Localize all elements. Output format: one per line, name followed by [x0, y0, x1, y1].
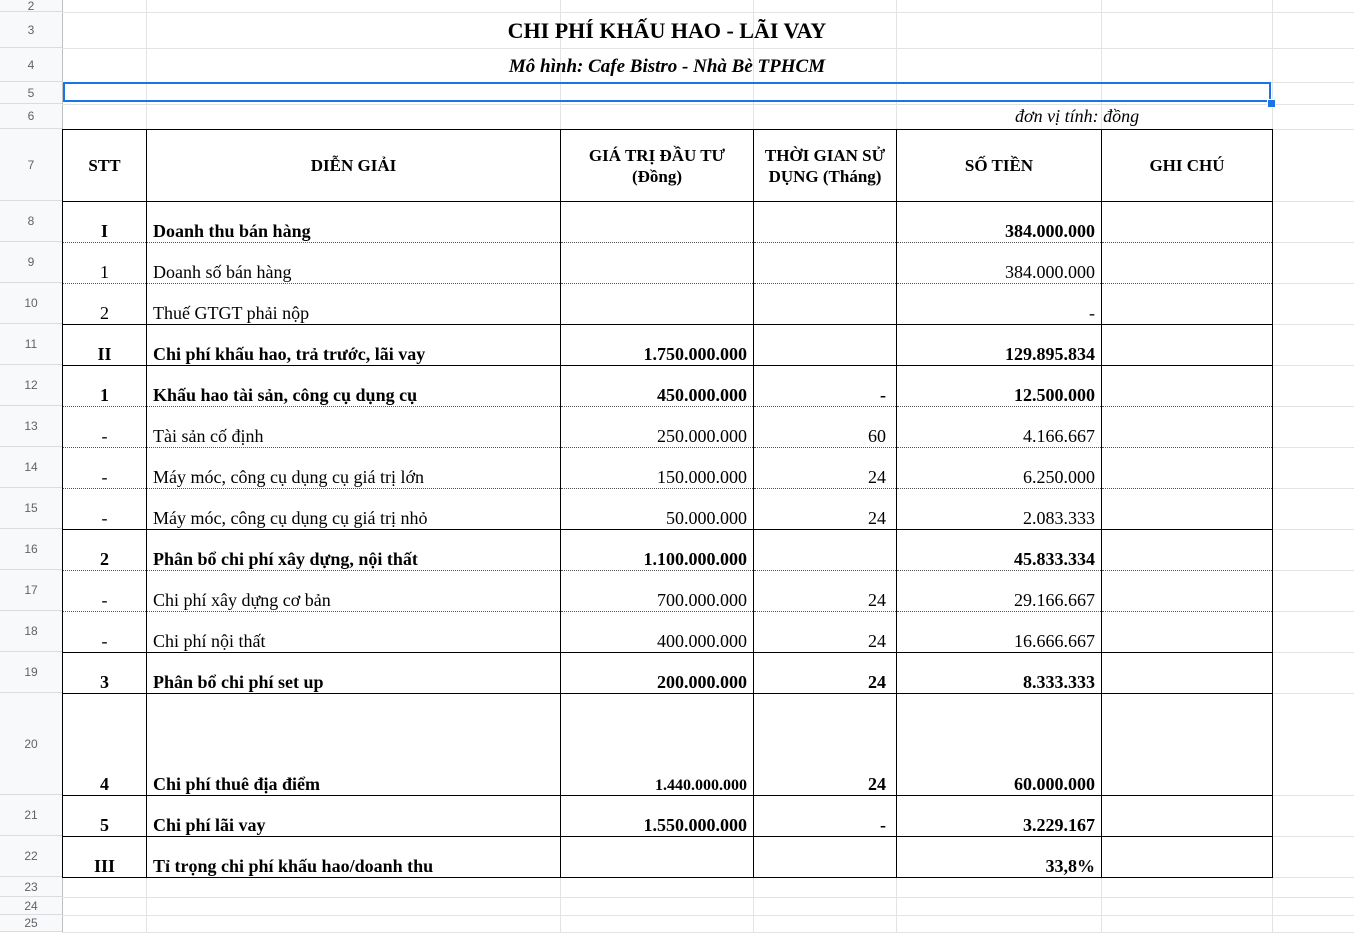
cell-stt[interactable]: - [63, 407, 147, 448]
cell-gia-tri[interactable]: 1.750.000.000 [561, 325, 754, 366]
table-row [63, 694, 1273, 796]
cell-thoi-gian[interactable]: - [754, 796, 897, 837]
cell-ghi-chu[interactable] [1102, 202, 1273, 243]
row-header[interactable]: 24 [0, 897, 62, 915]
cell-stt[interactable]: I [63, 202, 147, 243]
row-header[interactable]: 15 [0, 488, 62, 529]
gridline [62, 48, 1354, 49]
cell-ghi-chu[interactable] [1102, 653, 1273, 694]
cell-dien-giai[interactable]: Máy móc, công cụ dụng cụ giá trị nhỏ [147, 489, 561, 530]
cell-stt[interactable]: - [63, 489, 147, 530]
table-row [63, 612, 1273, 653]
cell-dien-giai[interactable]: Doanh thu bán hàng [147, 202, 561, 243]
cell-ghi-chu[interactable] [1102, 448, 1273, 489]
sheet-subtitle: Mô hình: Cafe Bistro - Nhà Bè TPHCM [508, 56, 826, 77]
cell-ghi-chu[interactable] [1102, 612, 1273, 653]
cell-dien-giai[interactable]: Chi phí xây dựng cơ bản [147, 571, 561, 612]
cell-so-tien[interactable]: 384.000.000 [897, 202, 1102, 243]
cell-gia-tri[interactable] [561, 837, 754, 878]
cell-gia-tri[interactable]: 400.000.000 [561, 612, 754, 653]
cell-thoi-gian[interactable] [754, 284, 897, 325]
cell-dien-giai[interactable]: Chi phí thuê địa điểm [147, 694, 561, 796]
cell-so-tien[interactable]: 16.666.667 [897, 612, 1102, 653]
cell-gia-tri[interactable]: 1.100.000.000 [561, 530, 754, 571]
cell-stt[interactable]: - [63, 571, 147, 612]
cell-ghi-chu[interactable] [1102, 407, 1273, 448]
cell-dien-giai[interactable]: Khấu hao tài sản, công cụ dụng cụ [147, 366, 561, 407]
cell-so-tien[interactable]: 3.229.167 [897, 796, 1102, 837]
cell-ghi-chu[interactable] [1102, 796, 1273, 837]
cell-so-tien[interactable]: 33,8% [897, 837, 1102, 878]
cell-gia-tri[interactable]: 450.000.000 [561, 366, 754, 407]
cell-dien-giai[interactable]: Máy móc, công cụ dụng cụ giá trị lớn [147, 448, 561, 489]
table-header-row [63, 130, 1273, 202]
header-gia-tri-dau-tu[interactable]: GIÁ TRỊ ĐẦU TƯ (Đồng) [561, 130, 754, 202]
row-header[interactable]: 18 [0, 611, 62, 652]
cell-so-tien[interactable]: 29.166.667 [897, 571, 1102, 612]
table-row [63, 796, 1273, 837]
cell-thoi-gian[interactable] [754, 325, 897, 366]
cell-dien-giai[interactable]: Tỉ trọng chi phí khấu hao/doanh thu [147, 837, 561, 878]
header-thoi-gian-su-dung[interactable]: THỜI GIAN SỬ DỤNG (Tháng) [754, 130, 897, 202]
table-row [63, 407, 1273, 448]
cell-thoi-gian[interactable]: 24 [754, 571, 897, 612]
table-row [63, 448, 1273, 489]
cell-so-tien[interactable]: 129.895.834 [897, 325, 1102, 366]
cell-so-tien[interactable]: 4.166.667 [897, 407, 1102, 448]
cell-stt[interactable]: II [63, 325, 147, 366]
row-header[interactable]: 5 [0, 82, 62, 104]
cell-ghi-chu[interactable] [1102, 366, 1273, 407]
row-header[interactable]: 23 [0, 877, 62, 897]
row-header[interactable]: 9 [0, 242, 62, 283]
cell-thoi-gian[interactable]: 24 [754, 612, 897, 653]
table-row [63, 202, 1273, 243]
cell-gia-tri[interactable] [561, 202, 754, 243]
cell-ghi-chu[interactable] [1102, 489, 1273, 530]
row-header[interactable]: 3 [0, 12, 62, 48]
cell-stt[interactable]: 5 [63, 796, 147, 837]
fill-handle[interactable] [1267, 99, 1276, 108]
sheet-title: CHI PHÍ KHẤU HAO - LÃI VAY [507, 18, 827, 43]
cell-ghi-chu[interactable] [1102, 837, 1273, 878]
cell-thoi-gian[interactable] [754, 530, 897, 571]
cell-ghi-chu[interactable] [1102, 243, 1273, 284]
cell-thoi-gian[interactable]: 24 [754, 489, 897, 530]
cell-stt[interactable]: 4 [63, 694, 147, 796]
cell-dien-giai[interactable]: Tài sản cố định [147, 407, 561, 448]
cell-thoi-gian[interactable] [754, 837, 897, 878]
cell-dien-giai[interactable]: Chi phí nội thất [147, 612, 561, 653]
cell-dien-giai[interactable]: Phân bổ chi phí xây dựng, nội thất [147, 530, 561, 571]
cell-gia-tri[interactable] [561, 243, 754, 284]
row-header[interactable]: 12 [0, 365, 62, 406]
depreciation-table [62, 129, 1273, 878]
cell-ghi-chu[interactable] [1102, 694, 1273, 796]
cell-stt[interactable]: 2 [63, 530, 147, 571]
table-row [63, 653, 1273, 694]
row-header[interactable]: 8 [0, 201, 62, 242]
table-row [63, 284, 1273, 325]
cell-so-tien[interactable]: - [897, 284, 1102, 325]
cell-so-tien[interactable]: 45.833.334 [897, 530, 1102, 571]
cell-thoi-gian[interactable]: 24 [754, 694, 897, 796]
row-header[interactable]: 13 [0, 406, 62, 447]
cell-dien-giai[interactable]: Doanh số bán hàng [147, 243, 561, 284]
table-row [63, 837, 1273, 878]
cell-dien-giai[interactable]: Thuế GTGT phải nộp [147, 284, 561, 325]
cell-ghi-chu[interactable] [1102, 530, 1273, 571]
row-header[interactable]: 17 [0, 570, 62, 611]
cell-stt[interactable]: 3 [63, 653, 147, 694]
row-header[interactable]: 14 [0, 447, 62, 488]
cell-stt[interactable]: 2 [63, 284, 147, 325]
gridline [62, 915, 1354, 916]
cell-thoi-gian[interactable] [754, 202, 897, 243]
cell-so-tien[interactable]: 60.000.000 [897, 694, 1102, 796]
table-row [63, 366, 1273, 407]
cell-thoi-gian[interactable]: - [754, 366, 897, 407]
row-header[interactable]: 22 [0, 836, 62, 877]
row-header[interactable]: 19 [0, 652, 62, 693]
cell-dien-giai[interactable]: Chi phí lãi vay [147, 796, 561, 837]
row-header-column [0, 0, 63, 932]
gridline [62, 104, 1354, 105]
table-row [63, 489, 1273, 530]
cell-gia-tri[interactable]: 200.000.000 [561, 653, 754, 694]
cell-gia-tri[interactable]: 1.550.000.000 [561, 796, 754, 837]
unit-note: đơn vị tính: đồng [1015, 106, 1140, 126]
cell-thoi-gian[interactable]: 60 [754, 407, 897, 448]
cell-thoi-gian[interactable]: 24 [754, 653, 897, 694]
cell-so-tien[interactable]: 6.250.000 [897, 448, 1102, 489]
cell-dien-giai[interactable]: Chi phí khấu hao, trả trước, lãi vay [147, 325, 561, 366]
table-row [63, 530, 1273, 571]
table-row [63, 571, 1273, 612]
cell-dien-giai[interactable]: Phân bổ chi phí set up [147, 653, 561, 694]
row-header[interactable]: 7 [0, 129, 62, 201]
cell-so-tien[interactable]: 12.500.000 [897, 366, 1102, 407]
header-stt[interactable]: STT [63, 130, 147, 202]
table-row [63, 243, 1273, 284]
row-header[interactable]: 20 [0, 693, 62, 795]
cell-thoi-gian[interactable]: 24 [754, 448, 897, 489]
table-row [63, 325, 1273, 366]
row-header[interactable]: 25 [0, 915, 62, 932]
gridline [62, 12, 1354, 13]
row-header[interactable]: 4 [0, 48, 62, 82]
cell-gia-tri[interactable]: 700.000.000 [561, 571, 754, 612]
cell-ghi-chu[interactable] [1102, 325, 1273, 366]
gridline [62, 897, 1354, 898]
header-so-tien[interactable]: SỐ TIỀN [897, 130, 1102, 202]
row-header[interactable]: 11 [0, 324, 62, 365]
row-header[interactable]: 2 [0, 0, 62, 12]
cell-gia-tri[interactable]: 250.000.000 [561, 407, 754, 448]
row-header[interactable]: 21 [0, 795, 62, 836]
selected-cell-range[interactable] [63, 82, 1271, 102]
cell-stt[interactable]: 1 [63, 243, 147, 284]
cell-stt[interactable]: - [63, 448, 147, 489]
cell-ghi-chu[interactable] [1102, 571, 1273, 612]
cell-stt[interactable]: III [63, 837, 147, 878]
cell-ghi-chu[interactable] [1102, 284, 1273, 325]
row-header[interactable]: 6 [0, 104, 62, 129]
cell-stt[interactable]: - [63, 612, 147, 653]
header-dien-giai[interactable]: DIỄN GIẢI [147, 130, 561, 202]
row-header[interactable]: 16 [0, 529, 62, 570]
cell-so-tien[interactable]: 8.333.333 [897, 653, 1102, 694]
cell-gia-tri[interactable]: 1.440.000.000 [561, 694, 754, 796]
cell-gia-tri[interactable]: 50.000.000 [561, 489, 754, 530]
cell-thoi-gian[interactable] [754, 243, 897, 284]
cell-so-tien[interactable]: 384.000.000 [897, 243, 1102, 284]
header-ghi-chu[interactable]: GHI CHÚ [1102, 130, 1273, 202]
cell-stt[interactable]: 1 [63, 366, 147, 407]
cell-so-tien[interactable]: 2.083.333 [897, 489, 1102, 530]
row-header[interactable]: 10 [0, 283, 62, 324]
cell-gia-tri[interactable] [561, 284, 754, 325]
cell-gia-tri[interactable]: 150.000.000 [561, 448, 754, 489]
